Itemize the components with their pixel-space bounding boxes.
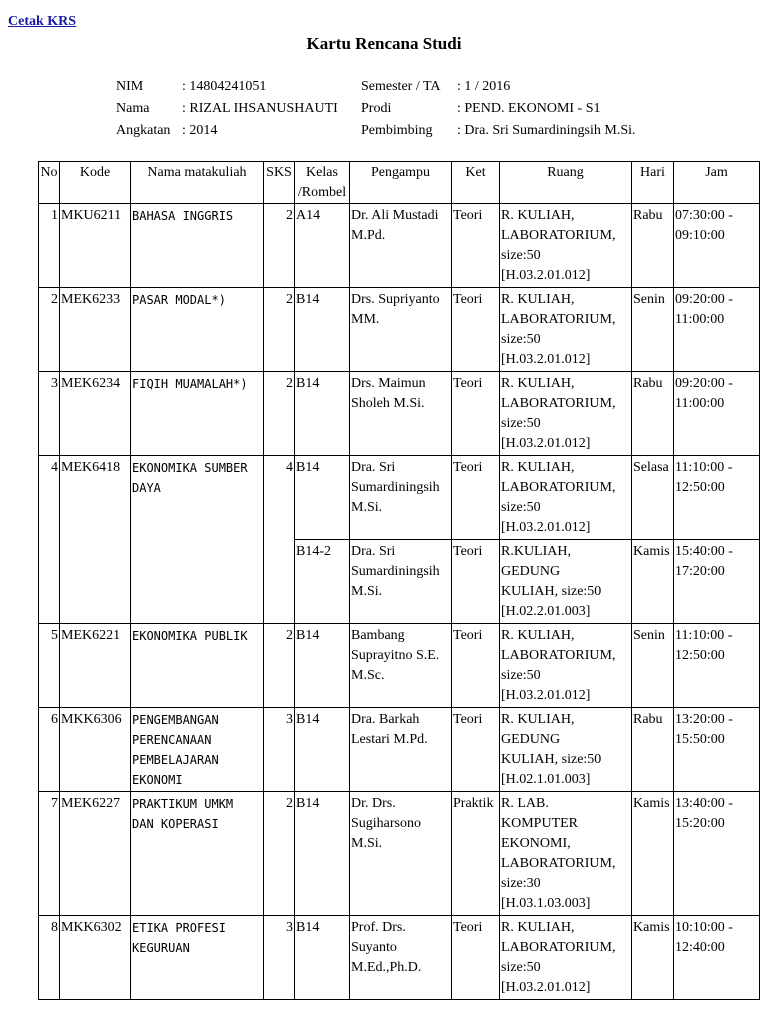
ruang-line: R. KULIAH, [501, 920, 575, 935]
course-ket: Praktik [452, 792, 500, 916]
course-hari: Senin [632, 288, 674, 372]
ruang-line: R. KULIAH, [501, 208, 575, 223]
angkatan-value: : 2014 [182, 123, 218, 138]
course-no: 4 [39, 456, 60, 624]
ruang-line: GEDUNG [501, 564, 561, 579]
course-hari: Rabu [632, 372, 674, 456]
table-row [39, 916, 760, 1000]
course-hari: Kamis [632, 916, 674, 1000]
course-kode: MEK6418 [60, 456, 131, 624]
ruang-line: R. KULIAH, [501, 376, 575, 391]
course-sks: 3 [264, 708, 295, 792]
course-jam: 13:20:00 - 15:50:00 [674, 708, 760, 792]
course-kode: MKK6302 [60, 916, 131, 1000]
header-pengampu: Pengampu [350, 162, 452, 204]
header-ruang: Ruang [500, 162, 632, 204]
ruang-line: size:50 [501, 668, 541, 683]
course-kelas: B14-2 [295, 540, 350, 624]
course-no: 8 [39, 916, 60, 1000]
header-kelas [295, 162, 350, 204]
table-row [39, 708, 760, 792]
ruang-line: size:50 [501, 332, 541, 347]
course-ket: Teori [452, 708, 500, 792]
course-nama: PASAR MODAL*) [131, 288, 264, 372]
ruang-line: R. KULIAH, [501, 712, 575, 727]
ruang-line: LABORATORIUM, [501, 312, 616, 327]
course-jam: 09:20:00 - 11:00:00 [674, 288, 760, 372]
ruang-line: [H.02.1.01.003] [501, 772, 591, 787]
nim-label: NIM [116, 79, 144, 94]
course-kelas: B14 [295, 916, 350, 1000]
course-no: 5 [39, 624, 60, 708]
course-sks: 2 [264, 624, 295, 708]
course-ket: Teori [452, 624, 500, 708]
ruang-line: LABORATORIUM, [501, 940, 616, 955]
ruang-line: LABORATORIUM, [501, 648, 616, 663]
ruang-line: [H.03.2.01.012] [501, 980, 591, 995]
header-kode: Kode [60, 162, 131, 204]
course-jam: 15:40:00 - 17:20:00 [674, 540, 760, 624]
ruang-line: [H.03.2.01.012] [501, 688, 591, 703]
course-pengampu: Drs. Supriyanto MM. [350, 288, 452, 372]
course-kode: MEK6233 [60, 288, 131, 372]
course-pengampu: Dra. Sri Sumardiningsih M.Si. [350, 540, 452, 624]
ruang-line: [H.03.2.01.012] [501, 436, 591, 451]
course-hari: Kamis [632, 540, 674, 624]
krs-table [38, 161, 760, 1000]
header-no: No [39, 162, 60, 204]
pembimbing-label: Pembimbing [361, 123, 433, 138]
course-ket: Teori [452, 372, 500, 456]
course-ket: Teori [452, 456, 500, 540]
ruang-line: size:50 [501, 960, 541, 975]
cetak-krs-link[interactable]: Cetak KRS [8, 14, 77, 29]
ruang-line: R.KULIAH, [501, 544, 571, 559]
course-ruang [500, 456, 632, 540]
course-sks: 4 [264, 456, 295, 624]
course-pengampu: Dr. Ali Mustadi M.Pd. [350, 204, 452, 288]
ruang-line: size:30 [501, 876, 541, 891]
table-row [39, 288, 760, 372]
course-sks: 2 [264, 288, 295, 372]
course-sks: 2 [264, 204, 295, 288]
pembimbing-value: : Dra. Sri Sumardiningsih M.Si. [457, 123, 636, 138]
course-kode: MEK6227 [60, 792, 131, 916]
course-ruang [500, 708, 632, 792]
course-no: 1 [39, 204, 60, 288]
course-kelas: B14 [295, 372, 350, 456]
course-hari: Senin [632, 624, 674, 708]
angkatan-label: Angkatan [116, 123, 171, 138]
course-sks: 2 [264, 792, 295, 916]
course-nama: PENGEMBANGAN PERENCANAAN PEMBELAJARAN EKONOMI [131, 708, 264, 792]
course-pengampu: Drs. Maimun Sholeh M.Si. [350, 372, 452, 456]
course-ket: Teori [452, 540, 500, 624]
ruang-line: GEDUNG [501, 732, 561, 747]
course-sks: 2 [264, 372, 295, 456]
ruang-line: KOMPUTER [501, 816, 579, 831]
course-nama: FIQIH MUAMALAH*) [131, 372, 264, 456]
course-kelas: B14 [295, 456, 350, 540]
course-ruang [500, 540, 632, 624]
table-header-row [39, 162, 760, 204]
ruang-line: size:50 [501, 416, 541, 431]
ruang-line: LABORATORIUM, [501, 480, 616, 495]
header-ket: Ket [452, 162, 500, 204]
course-ket: Teori [452, 916, 500, 1000]
ruang-line: LABORATORIUM, [501, 396, 616, 411]
course-hari: Kamis [632, 792, 674, 916]
semester-value: : 1 / 2016 [457, 79, 511, 94]
course-ruang [500, 792, 632, 916]
course-kelas: B14 [295, 792, 350, 916]
course-jam: 11:10:00 - 12:50:00 [674, 456, 760, 540]
course-ket: Teori [452, 288, 500, 372]
ruang-line: LABORATORIUM, [501, 228, 616, 243]
course-kelas: B14 [295, 624, 350, 708]
course-no: 6 [39, 708, 60, 792]
header-kelas-line2: /Rombel [297, 185, 347, 200]
header-jam: Jam [674, 162, 760, 204]
ruang-line: [H.03.1.03.003] [501, 896, 591, 911]
ruang-line: KULIAH, size:50 [501, 584, 602, 599]
ruang-line: R. KULIAH, [501, 628, 575, 643]
course-pengampu: Dra. Sri Sumardiningsih M.Si. [350, 456, 452, 540]
table-row [39, 792, 760, 916]
course-kode: MKU6211 [60, 204, 131, 288]
ruang-line: size:50 [501, 500, 541, 515]
course-jam: 09:20:00 - 11:00:00 [674, 372, 760, 456]
course-sks: 3 [264, 916, 295, 1000]
nama-value: : RIZAL IHSANUSHAUTI [182, 101, 338, 116]
nama-label: Nama [116, 101, 150, 116]
ruang-line: [H.03.2.01.012] [501, 352, 591, 367]
course-kelas: B14 [295, 708, 350, 792]
prodi-value: : PEND. EKONOMI - S1 [457, 101, 601, 116]
course-nama: EKONOMIKA SUMBER DAYA [131, 456, 264, 624]
course-nama: ETIKA PROFESI KEGURUAN [131, 916, 264, 1000]
course-jam: 10:10:00 - 12:40:00 [674, 916, 760, 1000]
ruang-line: R. KULIAH, [501, 292, 575, 307]
nim-value: : 14804241051 [182, 79, 267, 94]
ruang-line: R. KULIAH, [501, 460, 575, 475]
semester-label: Semester / TA [361, 79, 441, 94]
course-ruang [500, 916, 632, 1000]
course-jam: 11:10:00 - 12:50:00 [674, 624, 760, 708]
table-row [39, 204, 760, 288]
table-row [39, 456, 760, 540]
course-ket: Teori [452, 204, 500, 288]
course-kelas: A14 [295, 204, 350, 288]
header-kelas-line1: Kelas [306, 165, 338, 180]
table-row [39, 372, 760, 456]
course-hari: Selasa [632, 456, 674, 540]
course-hari: Rabu [632, 708, 674, 792]
course-nama: PRAKTIKUM UMKM DAN KOPERASI [131, 792, 264, 916]
krs-table-body [39, 204, 760, 1000]
course-nama: BAHASA INGGRIS [131, 204, 264, 288]
ruang-line: R. LAB. [501, 796, 549, 811]
ruang-line: [H.03.2.01.012] [501, 268, 591, 283]
course-nama: EKONOMIKA PUBLIK [131, 624, 264, 708]
course-pengampu: Bambang Suprayitno S.E. M.Sc. [350, 624, 452, 708]
course-ruang [500, 204, 632, 288]
course-ruang [500, 624, 632, 708]
course-kode: MKK6306 [60, 708, 131, 792]
course-hari: Rabu [632, 204, 674, 288]
course-kode: MEK6234 [60, 372, 131, 456]
ruang-line: size:50 [501, 248, 541, 263]
course-jam: 07:30:00 - 09:10:00 [674, 204, 760, 288]
ruang-line: [H.03.2.01.012] [501, 520, 591, 535]
course-no: 2 [39, 288, 60, 372]
course-no: 3 [39, 372, 60, 456]
table-row [39, 624, 760, 708]
ruang-line: EKONOMI, [501, 836, 571, 851]
course-pengampu: Prof. Drs. Suyanto M.Ed.,Ph.D. [350, 916, 452, 1000]
course-pengampu: Dr. Drs. Sugiharsono M.Si. [350, 792, 452, 916]
course-jam: 13:40:00 - 15:20:00 [674, 792, 760, 916]
page-title: Kartu Rencana Studi [306, 34, 462, 53]
prodi-label: Prodi [361, 101, 392, 116]
header-nama-matakuliah: Nama matakuliah [131, 162, 264, 204]
ruang-line: [H.02.2.01.003] [501, 604, 591, 619]
ruang-line: KULIAH, size:50 [501, 752, 602, 767]
header-sks: SKS [264, 162, 295, 204]
course-pengampu: Dra. Barkah Lestari M.Pd. [350, 708, 452, 792]
ruang-line: LABORATORIUM, [501, 856, 616, 871]
course-ruang [500, 372, 632, 456]
course-no: 7 [39, 792, 60, 916]
course-kelas: B14 [295, 288, 350, 372]
course-ruang [500, 288, 632, 372]
header-hari: Hari [632, 162, 674, 204]
student-info [116, 76, 636, 142]
course-kode: MEK6221 [60, 624, 131, 708]
